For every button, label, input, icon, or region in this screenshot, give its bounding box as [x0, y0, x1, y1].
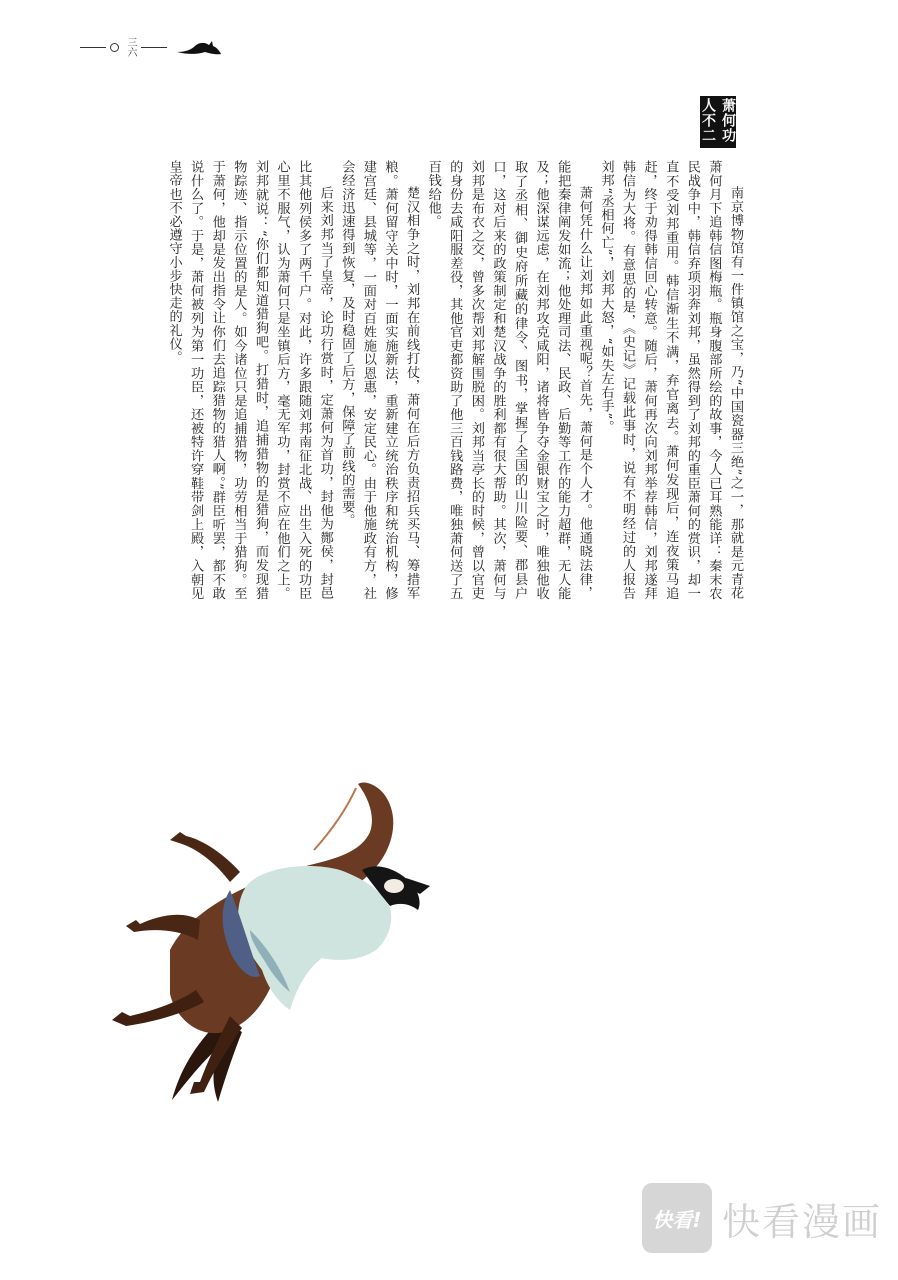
article-paragraph: 萧何凭什么让刘邦如此重视呢？首先，萧何是个人才。他通晓法律，能把秦律阐发如流；他处理司法、民政、后勤等工作的能力超群，无人能及；他深谋远虑，在刘邦攻克咸阳，诸将皆争夺金银财宝之时，唯独他收取了丞相、御史府所藏的律令、图书，掌握了全国的山川险要、郡县户口，这对后来的政策制定和楚汉战争的胜利都有很大帮助。其次，萧何与刘邦是布衣之交，曾多次帮刘邦解围脱困。刘邦当亭长的时候，曾以官吏的身份去咸阳服差役，其他官吏都资助了他三百钱路费，唯独萧何送了五百钱给他。 — [425, 160, 592, 600]
article-paragraph: 后来刘邦当了皇帝，论功行赏时，定萧何为首功，封他为酂侯，封邑比其他列侯多了两千户。对此，许多跟随刘邦南征北战、出生入死的功臣心里不服气，认为萧何只是坐镇后方，毫无军功，封赏不应在他们之上。刘邦就说：“你们都知道猎狗吧。打猎时，追捕猎物的是猎狗，而发现猎物踪迹、指示位置的是人。如今诸位只是追捕猎物，功劳相当于猎狗。至于萧何，他却是发出指令让你们去追踪猎物的猎人啊。”群臣听罢，都不敢说什么了。于是，萧何被列为第一功臣，还被特许穿鞋带剑上殿，入朝见皇帝也不必遵守小步快走的礼仪。 — [166, 160, 333, 600]
section-title: 萧何功人不二 — [700, 96, 736, 148]
watermark-brand: 快看漫画 — [722, 1199, 883, 1244]
page-number: 三六 — [125, 37, 136, 57]
horse-rider-illustration — [100, 770, 440, 1110]
reins — [314, 788, 356, 850]
watermark — [642, 1183, 882, 1253]
article-paragraph: 南京博物馆有一件镇馆之宝，乃“中国瓷器三绝”之一，那就是元青花萧何月下追韩信图梅瓶。瓶身腹部所绘的故事，今人已耳熟能详：秦末农民战争中，韩信弃项羽奔刘邦，虽然得到了刘邦的重臣萧何的赏识，却一直不受刘邦重用。韩信渐生不满，弃官离去。萧何发现后，连夜策马追赶，终于劝得韩信回心转意。随后，萧何再次向刘邦举荐韩信，刘邦遂拜韩信为大将。有意思的是，《史记》记载此事时，说有不明经过的人报告刘邦“丞相何亡”，刘邦大怒，“如失左右手”。 — [598, 160, 743, 600]
rider-face — [384, 879, 404, 893]
article-body — [166, 160, 746, 600]
cat-icon — [175, 36, 223, 58]
decorative-line — [141, 47, 167, 48]
page-header-ornament — [80, 36, 223, 58]
article-paragraph: 楚汉相争之时，刘邦在前线打仗，萧何在后方负责招兵买马、筹措军粮。萧何留守关中时，一面实施新法，重新建立统治秩序和统治机构，修建宫廷、县城等，一面对百姓施以恩惠，安定民心。由于他施政有方，社会经济迅速得到恢复，及时稳固了后方，保障了前线的需要。 — [339, 160, 420, 600]
decorative-line — [80, 47, 106, 48]
decorative-circle — [110, 43, 119, 52]
horse-leg — [170, 832, 240, 882]
kuaikan-logo-icon: 快看! — [642, 1183, 712, 1253]
